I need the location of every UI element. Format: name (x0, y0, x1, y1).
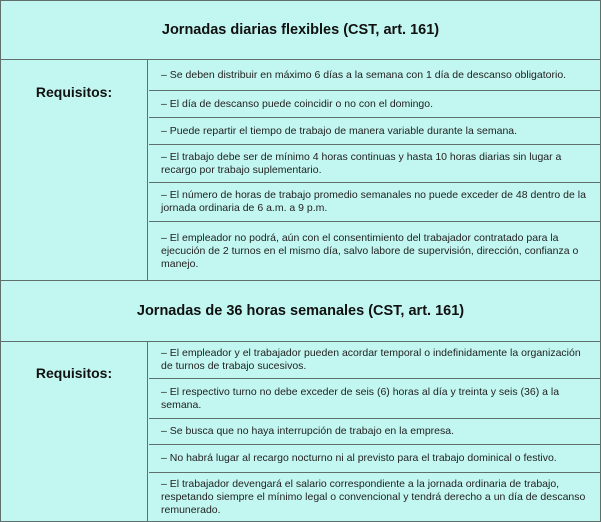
list-item: ‒ El empleador no podrá, aún con el consentimiento del trabajador contratado para la ejecución de 2 turnos en el mismo día, salvo labore de supervisión, dirección, confianza o manejo. (161, 231, 579, 270)
list-item: ‒ Se deben distribuir en máximo 6 días a la semana con 1 día de descanso obligatorio. (149, 60, 600, 91)
list-item: ‒ El trabajo debe ser de mínimo 4 horas continuas y hasta 10 horas diarias sin lugar a recargo por trabajo suplementario. (149, 145, 600, 183)
requirements-label: Requisitos: (1, 60, 148, 280)
list-item: ‒ El empleador y el trabajador pueden acordar temporal o indefinidamente la organización de turnos de trabajo sucesivos. (149, 341, 600, 379)
list-item: ‒ No habrá lugar al recargo nocturno ni al previsto para el trabajo dominical o festivo. (149, 445, 600, 473)
list-item: ‒ Puede repartir el tiempo de trabajo de manera variable durante la semana. (149, 118, 600, 145)
requirements-list-flexible (149, 60, 600, 280)
list-item: ‒ El día de descanso puede coincidir o no con el domingo. (149, 91, 600, 118)
list-item: ‒ El trabajador devengará el salario correspondiente a la jornada ordinaria de trabajo, respetando siempre el mínimo legal o convencional y tendrá derecho a un día de descanso remunerado. (161, 477, 586, 516)
section-title-flexible-days: Jornadas diarias flexibles (CST, art. 161) (1, 1, 600, 60)
list-item: ‒ El número de horas de trabajo promedio semanales no puede exceder de 48 dentro de la jornada ordinaria de 6 a.m. a 9 p.m. (149, 183, 600, 222)
requirements-list-36-hours (149, 341, 600, 521)
list-item: ‒ El respectivo turno no debe exceder de seis (6) horas al día y treinta y seis (36) a la semana. (149, 379, 600, 419)
list-item: ‒ Se busca que no haya interrupción de trabajo en la empresa. (149, 419, 600, 445)
section-title-36-hours: Jornadas de 36 horas semanales (CST, art. 161) (1, 280, 600, 342)
requirements-label: Requisitos: (1, 341, 148, 521)
